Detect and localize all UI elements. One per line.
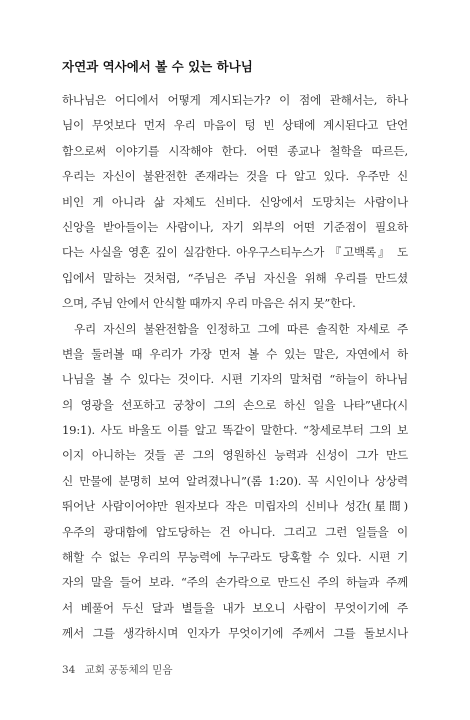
text-line: 입에서 말하는 것처럼, “주님은 주님 자신을 위해 우리를 만드셨: [62, 270, 408, 285]
page-number: 34: [62, 664, 76, 676]
text-line: 다는 사실을 영혼 깊이 실감한다. 아우구스티누스가 『고백록』 도: [62, 245, 408, 260]
text-line: 신앙을 받아들이는 사람이나, 자기 외부의 어떤 기준점이 필요하: [62, 219, 408, 234]
text-line: 함으로써 이야기를 시작해야 한다. 어떤 종교나 철학을 따르든,: [62, 143, 408, 158]
text-line: 으며, 주님 안에서 안식할 때까지 우리 마음은 쉬지 못”한다.: [62, 296, 356, 311]
text-line: 우주의 광대함에 압도당하는 건 아니다. 그리고 그런 일들을 이: [62, 524, 408, 539]
text-line: 우리는 자신이 불완전한 존재라는 것을 다 알고 있다. 우주만 신: [62, 169, 408, 184]
text-line: 께서 그를 생각하시며 인자가 무엇이기에 주께서 그를 돌보시나: [62, 626, 408, 641]
text-line: 하나님은 어디에서 어떻게 계시되는가? 이 점에 관해서는, 하나: [62, 93, 408, 107]
text-line: 신 만물에 분명히 보여 알려졌나니”(롬 1:20). 꼭 시인이나 상상력: [62, 473, 408, 488]
page-footer: [62, 662, 173, 677]
text-line: 님이 무엇보다 먼저 우리 마음이 텅 빈 상태에 계시된다고 단언: [62, 118, 408, 133]
text-line: 해할 수 없는 우리의 무능력에 누구라도 당혹할 수 있다. 시편 기: [62, 550, 408, 565]
text-line: 이지 아니하는 것들 곧 그의 영원하신 능력과 신성이 그가 만드: [62, 448, 408, 463]
paragraph-1: [62, 88, 408, 317]
text-line: 나님을 볼 수 있다는 것이다. 시편 기자의 말처럼 “하늘이 하나님: [62, 372, 408, 387]
text-line: 서 베풀어 두신 달과 별들을 내가 보오니 사람이 무엇이기에 주: [62, 600, 408, 615]
text-line: 뛰어난 사람이어야만 원자보다 작은 미립자의 신비나 성간(星間): [62, 499, 408, 514]
text-line: 비인 게 아니라 삶 자체도 신비다. 신앙에서 도망치는 사람이나: [62, 194, 408, 209]
running-title: 교회 공동체의 믿음: [84, 664, 173, 676]
paragraph-2: [62, 317, 408, 647]
text-line: 자의 말을 들어 보라. “주의 손가락으로 만드신 주의 하늘과 주께: [62, 575, 408, 590]
text-line: 변을 둘러볼 때 우리가 가장 먼저 볼 수 있는 말은, 자연에서 하: [62, 346, 408, 361]
section-heading: 자연과 역사에서 볼 수 있는 하나님: [62, 59, 253, 74]
page-body: [62, 58, 408, 647]
text-line: 의 영광을 선포하고 궁창이 그의 손으로 하신 일을 나타”낸다(시: [62, 397, 408, 412]
text-line: 우리 자신의 불완전함을 인정하고 그에 따른 솔직한 자세로 주: [74, 321, 408, 336]
text-line: 19:1). 사도 바울도 이를 알고 똑같이 말한다. “창세로부터 그의 보: [62, 423, 408, 438]
